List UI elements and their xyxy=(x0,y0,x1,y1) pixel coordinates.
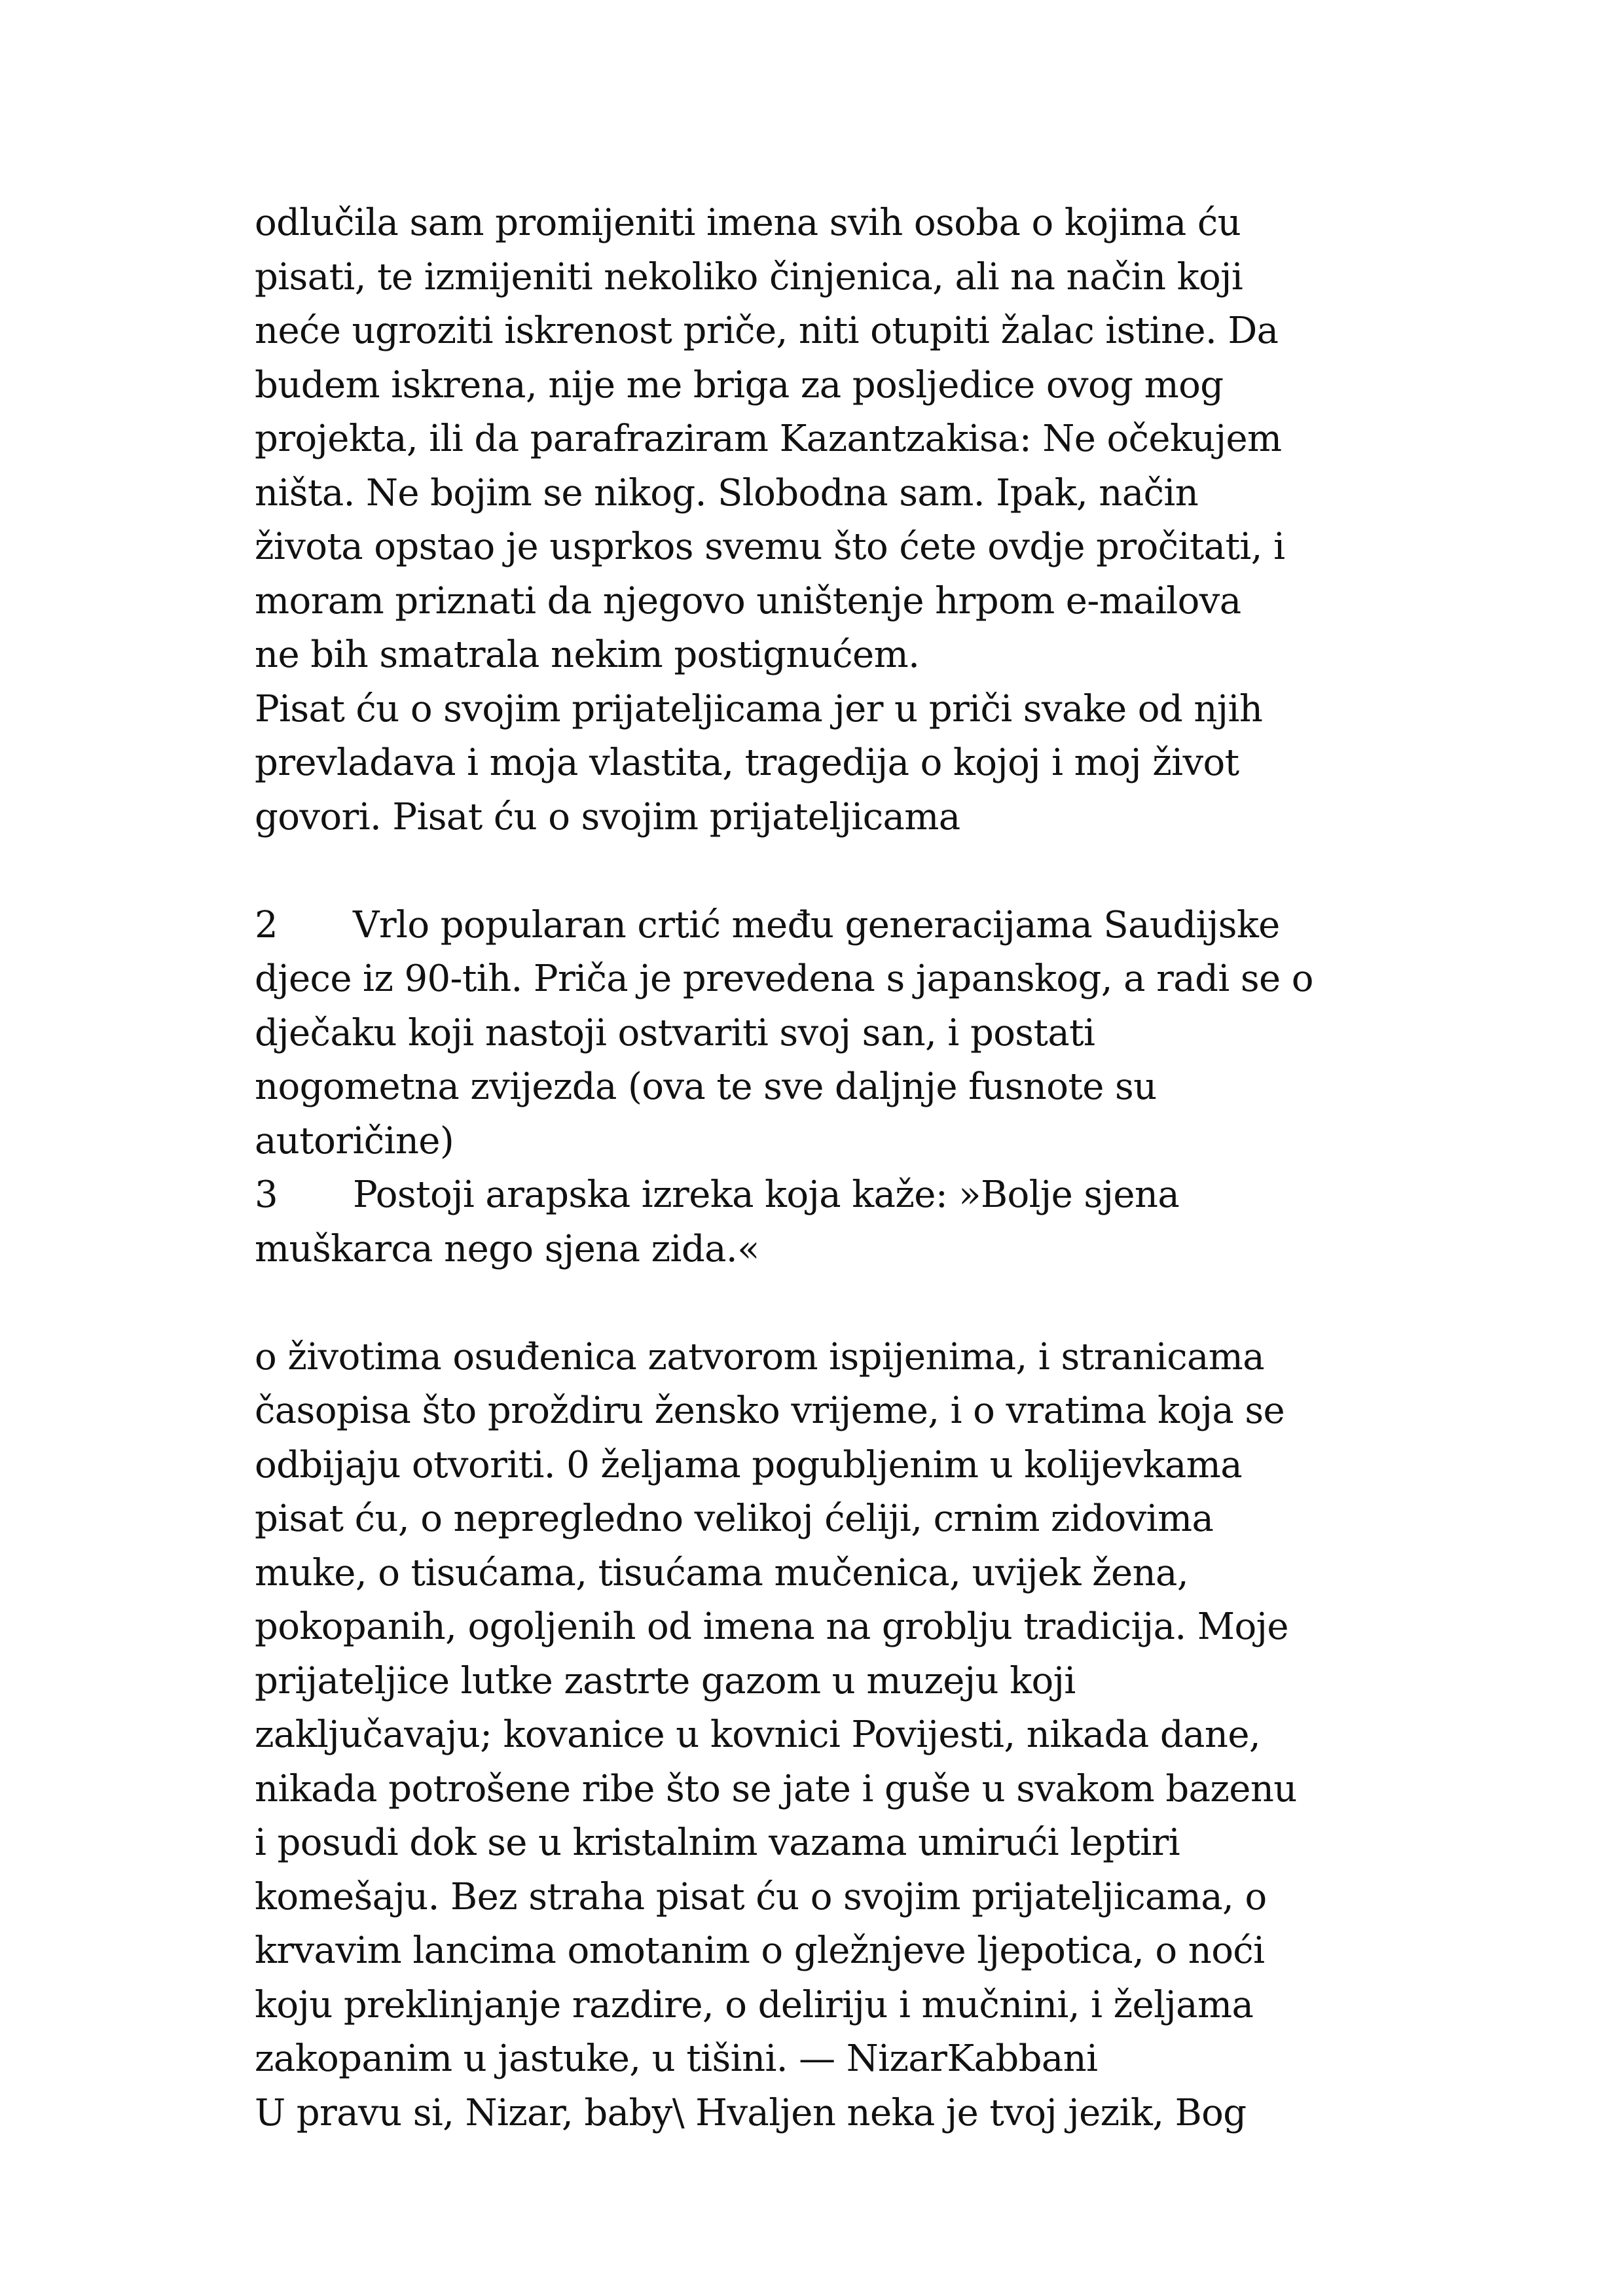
footnote-number: 3 xyxy=(255,1174,278,1216)
text-line: koju preklinjanje razdire, o deliriju i mučnini, i željama xyxy=(255,1983,1254,2026)
text-line: ne bih smatrala nekim postignućem. xyxy=(255,634,920,676)
text-line: moram priznati da njegovo uništenje hrpom e-mailova xyxy=(255,579,1241,622)
text-line: autoričine) xyxy=(255,1119,454,1162)
text-line: komešaju. Bez straha pisat ću o svojim prijateljicama, o xyxy=(255,1875,1267,1918)
paragraph-closing xyxy=(255,2087,1407,2141)
footnote-number: 2 xyxy=(255,903,278,946)
text-line: dječaku koji nastoji ostvariti svoj san, i postati xyxy=(255,1011,1095,1054)
text-line: pokopanih, ogoljenih od imena na groblju tradicija. Moje xyxy=(255,1605,1288,1648)
text-line: Pisat ću o svojim prijateljicama jer u priči svake od njih xyxy=(255,687,1263,730)
text-line: nikada potrošene ribe što se jate i guše u svakom bazenu xyxy=(255,1767,1297,1810)
text-line: i posudi dok se u kristalnim vazama umirući leptiri xyxy=(255,1821,1180,1864)
spacer xyxy=(255,1276,1407,1331)
text-line: projekta, ili da parafraziram Kazantzakisa: Ne očekujem xyxy=(255,418,1282,460)
poem-quote xyxy=(255,1331,1407,2087)
footnote-3 xyxy=(255,1168,1407,1276)
paragraph-intro xyxy=(255,196,1407,683)
text-line: zaključavaju; kovanice u kovnici Povijesti, nikada dane, xyxy=(255,1713,1261,1756)
footnote-first-line xyxy=(255,899,1407,953)
text-line: muke, o tisućama, tisućama mučenica, uvijek žena, xyxy=(255,1551,1189,1594)
text-line: govori. Pisat ću o svojim prijateljicama xyxy=(255,795,960,838)
text-line: odlučila sam promijeniti imena svih osoba o kojima ću xyxy=(255,202,1241,244)
text-line: prijateljice lutke zastrte gazom u muzeju koji xyxy=(255,1659,1076,1702)
text-line: zakopanim u jastuke, u tišini. — NizarKabbani xyxy=(255,2037,1098,2080)
text-line: života opstao je usprkos svemu što ćete ovdje pročitati, i xyxy=(255,526,1285,568)
paragraph-friends xyxy=(255,683,1407,845)
text-line: U pravu si, Nizar, baby\ Hvaljen neka je tvoj jezik, Bog xyxy=(255,2091,1247,2134)
footnote-2 xyxy=(255,899,1407,1169)
text-line: budem iskrena, nije me briga za posljedice ovog mog xyxy=(255,363,1224,406)
text-line: nogometna zvijezda (ova te sve daljnje fusnote su xyxy=(255,1066,1157,1108)
footnote-text: Vrlo popularan crtić među generacijama Saudijske xyxy=(353,903,1280,946)
text-line: o životima osuđenica zatvorom ispijenima, i stranicama xyxy=(255,1335,1265,1378)
document-body xyxy=(255,196,1407,2140)
footnote-text: Postoji arapska izreka koja kaže: »Bolje sjena xyxy=(353,1174,1180,1216)
text-line: časopisa što proždiru žensko vrijeme, i o vratima koja se xyxy=(255,1390,1285,1432)
text-line: pisati, te izmijeniti nekoliko činjenica, ali na način koji xyxy=(255,255,1243,298)
text-line: neće ugroziti iskrenost priče, niti otupiti žalac istine. Da xyxy=(255,310,1279,352)
spacer xyxy=(255,844,1407,899)
text-line: ništa. Ne bojim se nikog. Slobodna sam. Ipak, način xyxy=(255,471,1199,514)
text-line: muškarca nego sjena zida.« xyxy=(255,1227,759,1270)
text-line: djece iz 90-tih. Priča je prevedena s japanskog, a radi se o xyxy=(255,958,1313,1000)
text-line: pisat ću, o nepregledno velikoj ćeliji, crnim zidovima xyxy=(255,1498,1214,1540)
text-line: prevladava i moja vlastita, tragedija o kojoj i moj život xyxy=(255,742,1239,784)
footnote-first-line xyxy=(255,1168,1407,1223)
text-line: krvavim lancima omotanim o gležnjeve ljepotica, o noći xyxy=(255,1929,1265,1972)
text-line: odbijaju otvoriti. 0 željama pogubljenim u kolijevkama xyxy=(255,1443,1243,1486)
